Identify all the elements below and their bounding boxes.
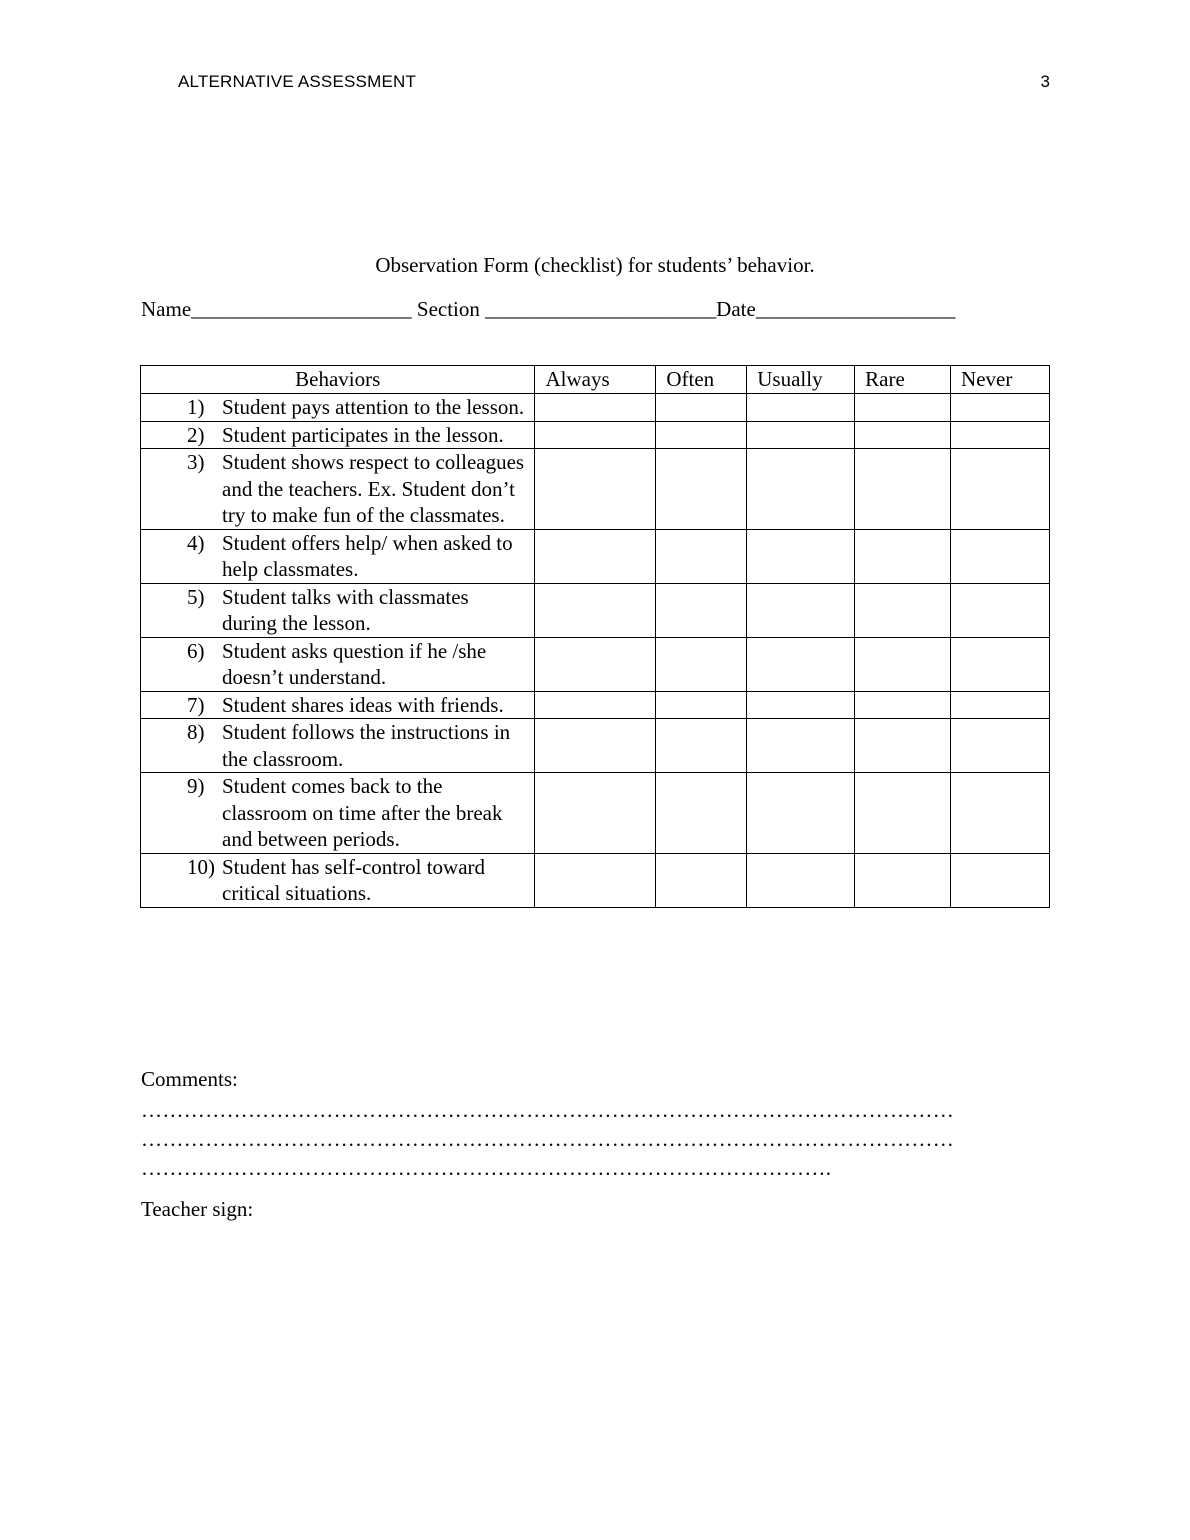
behavior-cell [141,773,535,854]
table-header-row [141,366,1050,394]
rating-cell-never[interactable] [951,637,1050,691]
behavior-number: 10) [187,854,215,879]
behavior-text: Student comes back to the classroom on time after the break and between periods. [222,774,503,851]
rating-cell-often[interactable] [656,691,747,719]
behavior-text: Student asks question if he /she doesn’t understand. [222,638,487,689]
form-title: Observation Form (checklist) for students’ behavior. [375,253,815,277]
rating-cell-rare[interactable] [855,719,951,773]
rating-cell-never[interactable] [951,394,1050,422]
rating-cell-rare[interactable] [855,583,951,637]
rating-cell-never[interactable] [951,773,1050,854]
header-rare: Rare [855,366,951,394]
header-often: Often [656,366,747,394]
rating-cell-usually[interactable] [747,583,855,637]
name-label: Name [141,297,192,321]
rating-cell-rare[interactable] [855,637,951,691]
rating-cell-never[interactable] [951,853,1050,907]
rating-cell-often[interactable] [656,773,747,854]
rating-cell-rare[interactable] [855,773,951,854]
behavior-text: Student has self-control toward critical situations. [222,854,486,905]
rating-cell-usually[interactable] [747,394,855,422]
rating-cell-always[interactable] [535,529,656,583]
rating-cell-never[interactable] [951,719,1050,773]
table-row [141,394,1050,422]
section-label: Section [416,297,480,321]
behavior-number: 1) [187,395,205,419]
rating-cell-usually[interactable] [747,637,855,691]
rating-cell-often[interactable] [656,449,747,530]
rating-cell-usually[interactable] [747,529,855,583]
rating-cell-usually[interactable] [747,773,855,854]
date-label: Date [716,297,756,321]
rating-cell-always[interactable] [535,691,656,719]
behavior-number: 8) [187,720,205,744]
behavior-cell [141,637,535,691]
behavior-number: 4) [187,530,205,555]
header-behaviors: Behaviors [141,366,535,394]
behavior-text: Student shows respect to colleagues and the teachers. Ex. Student don’t try to make fun of the classmates. [222,450,525,527]
table-row [141,637,1050,691]
behavior-text: Student pays attention to the lesson. [222,395,525,419]
rating-cell-usually[interactable] [747,421,855,449]
rating-cell-never[interactable] [951,691,1050,719]
name-blank: _____________________ [191,297,412,321]
rating-cell-never[interactable] [951,529,1050,583]
rating-cell-never[interactable] [951,421,1050,449]
rating-cell-often[interactable] [656,583,747,637]
behavior-number: 7) [187,692,205,717]
table-row [141,449,1050,530]
rating-cell-often[interactable] [656,529,747,583]
rating-cell-often[interactable] [656,394,747,422]
behavior-cell [141,421,535,449]
table-row [141,691,1050,719]
section-blank: ______________________ [485,297,717,321]
table-row [141,529,1050,583]
comment-line: ……………………………………………………………………………………. [141,1156,832,1180]
rating-cell-often[interactable] [656,853,747,907]
table-row [141,773,1050,854]
header-always: Always [535,366,656,394]
behavior-text: Student participates in the lesson. [222,422,504,447]
behavior-number: 5) [187,584,205,609]
behavior-number: 9) [187,774,205,798]
teacher-sign-label: Teacher sign: [141,1197,254,1221]
table-row [141,853,1050,907]
behavior-cell [141,449,535,530]
rating-cell-rare[interactable] [855,529,951,583]
comments-label: Comments: [141,1067,238,1091]
rating-cell-rare[interactable] [855,449,951,530]
rating-cell-always[interactable] [535,421,656,449]
rating-cell-usually[interactable] [747,691,855,719]
behavior-text: Student talks with classmates during the lesson. [222,584,469,635]
comment-line: …………………………………………………………………………………………………… [141,1127,955,1151]
rating-cell-rare[interactable] [855,853,951,907]
behavior-number: 6) [187,638,205,663]
behavior-cell [141,529,535,583]
rating-cell-always[interactable] [535,719,656,773]
behavior-cell [141,853,535,907]
rating-cell-never[interactable] [951,583,1050,637]
date-blank: ___________________ [755,297,956,321]
rating-cell-always[interactable] [535,394,656,422]
table-row [141,719,1050,773]
rating-cell-always[interactable] [535,773,656,854]
behavior-cell [141,394,535,422]
table-body [141,394,1050,908]
behavior-number: 2) [187,422,205,447]
behavior-cell [141,691,535,719]
rating-cell-always[interactable] [535,583,656,637]
rating-cell-rare[interactable] [855,394,951,422]
rating-cell-always[interactable] [535,449,656,530]
table-row [141,421,1050,449]
table-row [141,583,1050,637]
behavior-text: Student shares ideas with friends. [222,692,504,717]
running-head: ALTERNATIVE ASSESSMENT [178,72,417,91]
rating-cell-rare[interactable] [855,691,951,719]
header-never: Never [951,366,1050,394]
header-usually: Usually [747,366,855,394]
rating-cell-rare[interactable] [855,421,951,449]
behavior-checklist-table [140,365,1050,908]
rating-cell-usually[interactable] [747,719,855,773]
page-header [178,72,1050,96]
behavior-text: Student follows the instructions in the classroom. [222,720,511,771]
rating-cell-usually[interactable] [747,853,855,907]
form-fields-line [141,297,955,322]
rating-cell-often[interactable] [656,637,747,691]
rating-cell-often[interactable] [656,421,747,449]
rating-cell-always[interactable] [535,853,656,907]
behavior-cell [141,583,535,637]
page-number: 3 [1040,72,1050,91]
behavior-text: Student offers help/ when asked to help classmates. [222,530,513,581]
rating-cell-always[interactable] [535,637,656,691]
rating-cell-usually[interactable] [747,449,855,530]
rating-cell-often[interactable] [656,719,747,773]
comment-line: …………………………………………………………………………………………………… [141,1098,955,1122]
rating-cell-never[interactable] [951,449,1050,530]
behavior-number: 3) [187,450,205,474]
behavior-cell [141,719,535,773]
